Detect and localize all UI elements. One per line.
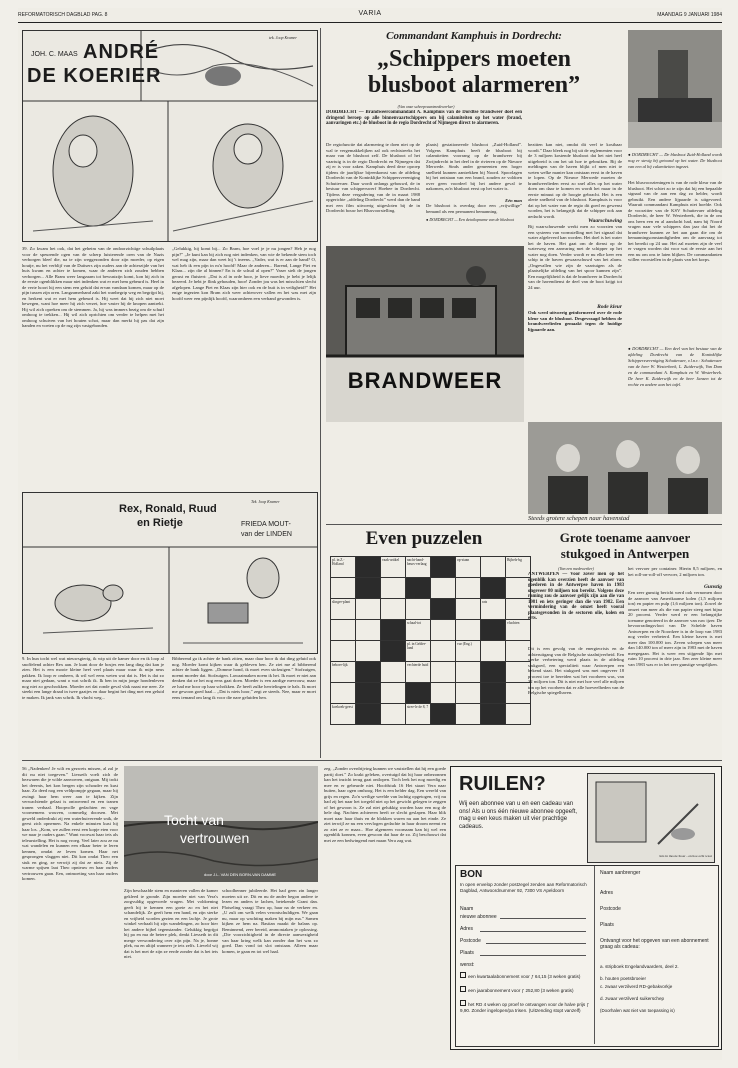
fireboat-banner: BRANDWEER [347, 368, 503, 393]
option-1-label: een kwartaalabonnement voor ƒ 64,15 (3 weken gratis) [468, 974, 581, 979]
bon-option-1[interactable] [460, 972, 590, 980]
article-kamphuis-col-3-group [528, 142, 622, 356]
divider-lower-left [22, 760, 722, 761]
puzzle-cell[interactable]: pl. in Gelder-land [406, 641, 431, 662]
article-antwerpen-col-2-group [628, 566, 722, 756]
ruilen-title: RUILEN? [459, 773, 546, 795]
article-antwerpen-col-1: Dit is een gevolg van de energiecrisis en de achteruitgang van de Belgische staalnijverheid. Een sterke verbetering werd plaats in de afdeling stukgoed, een specialiteit waar Antwerpen een bekend staat. Het stukgoed was met ongeveer 18 procent toe te bereiden wat het voorheen was, van 32 miljoen ton. Dit is niet met hoe veel alle miljoen ton op het voorheen dat er alle hoeveelheden van de Belgische spiegelhaven. [528, 646, 624, 695]
puzzle-cell[interactable] [481, 683, 506, 704]
puzzle-cell[interactable] [456, 578, 481, 599]
bon-line-adres [480, 931, 586, 932]
puzzle-row [331, 599, 531, 620]
bon-instruction: In open envelop zonder postzegel zenden aan Reformatorisch Dagblad, Antwoordnummer 92, 7300 VS Apeldoorn [460, 882, 587, 893]
bon-gift-note: (Doorhalen wat niet van toepassing is) [600, 1008, 675, 1013]
bon-title: BON [460, 869, 483, 880]
story-title-2: vertrouwen [180, 830, 250, 846]
puzzle-cell[interactable] [381, 641, 406, 662]
puzzle-cell[interactable] [431, 662, 456, 683]
comic-panels-drawing [23, 31, 317, 241]
bon-field-nieuwe-abonnee: nieuwe abonnee [460, 914, 497, 920]
puzzle-cell[interactable] [431, 683, 456, 704]
comic-rex-text-left: 9. In hun tocht wel wat nieuwsgierig, ik wip uit de kamer door en ik loop al snoffelend achter Rex aan. Je kunt door de bosjes een lang ding dat kan je zien. Het is een mooie kleine heel veel plaats maar waar ik mijn neus pakken. Ik loop er omheen, ik wil wel eens weten wat dat is. Het is dat zo maar niet gedaan, want o wat schrik ik. Ik ben in mijn jonge hondenleven nog niet zo geschrokken. Moeder zet dat ronde geval vlak naast me neer. Ze steekt een lange draad in twee gaatjes en daar begint het ding met een geluid te maken. Ik jank van schrik. Ik vlucht weg... [22, 656, 164, 700]
ruilen-image-caption: Iets in mooie Koer - en hoe echt waar [659, 854, 712, 858]
fireboat-photo [326, 246, 524, 422]
puzzle-cell[interactable]: koekoek-geest [331, 704, 356, 725]
puzzle-cell[interactable]: pl. in Z.-Holland [331, 557, 356, 578]
bon-line-postcode [486, 943, 586, 944]
puzzle-cell[interactable] [506, 578, 531, 599]
puzzle-cell[interactable] [331, 683, 356, 704]
puzzle-row [331, 620, 531, 641]
puzzle-cell[interactable]: Bijbels-bg [506, 557, 531, 578]
ruilen-ad [450, 766, 722, 1050]
puzzle-row [331, 683, 531, 704]
puzzle-cell[interactable] [431, 578, 456, 599]
comic-andre-text-right: „Gelukkig, hij komt bij... Zo Bram, hoe voel je je nu jongen? Heb je nog pijn?” „Je kunt kan bij zich nog niet indenken, van wie de bekende stem toch wel mag zijn, maar dan weet hij 't ineens. „Vader, wat is er aan de hand? O, wat heb ik een pijn in m'n hoofd! Maar de anderen... Barend, Lange Piet en Klaas... zijn die al binnen? En is de schuil al open?” Vaser stelt de jongen gerust en fluistert: „Dat is al in orde hoor, je lieve moeder, je hebt je lelijk bezeerd. Je hebt je flink gehouden, hoor! Zonder jou was het misschien slecht afgelopen. Lange Piet en Klaas zijn hier ook en de buit is in veiligheid!” Het enige ingezien kon Bram zich weer achterover vallen en het was met zijn hoofd weer een pijnlijk hoofd, waaromheen een verband gewonden is. [172, 246, 316, 301]
bon-naam-aanbrenger: Naam aanbrenger [600, 870, 641, 876]
option-3-label: het RD 4 weken op proef te ontvangen voor de halve prijs ƒ 9,90. Zonder ingelopen/pa trisen. (Uitzending stopt vanzelf) [460, 1002, 590, 1013]
article-kamphuis-col-2: plaats) gestationeerde blusboot „Zuid-Holland”. Volgens Kamphuis heeft de blusboot bij calamiteiten voorrang op de brandweer bij Zwijndrecht in het deel in de rivieren op de Nieuwe Merwede. Sinds ander gemeenten een hoger snelheid kunnen aantrekken bij Noord. Spoorlagen bij het ontstaan van een brand, zouden ze voldoen over geen voordeel bij het andere geval te nakomen, zo'n blusboot eerst op het water is. [426, 142, 522, 191]
caption-detail: ● DORDRECHT — Een detailopname van de blusboot [426, 217, 514, 222]
article-kamphuis-headline-1: „Schippers moeten [377, 46, 571, 72]
puzzle-cell[interactable] [431, 599, 456, 620]
subhead-een-man: Eén man [505, 198, 522, 203]
puzzle-cell[interactable] [481, 662, 506, 683]
puzzle-cell[interactable]: schaal-tot [406, 620, 431, 641]
comic-andre-title-1: ANDRÉ [83, 41, 160, 63]
comic-rex-signature: Tek. Joop Kramer [251, 499, 280, 504]
right-fireboat-photo [628, 30, 722, 148]
comic-rex-illustration [22, 492, 318, 654]
puzzle-cell[interactable] [381, 620, 406, 641]
comic-rex-text-right: Bibberend ga ik achter de bank zitten, maar daar hoor ik dat ding geluid ook nog. Moeder komt kijken waar ik gebleven ben. Ze ziet me al bibberend achter de bank liggen. „Domme hond, ik moet even stofzuigen.” Stofzuigen, noemt moeder dat. Stofzuigen. Lawaaimaken noem ik het. Ik moet er niet aan denken dat ze het nog eens gaat doen. Moeder is een aardige mevrouw, maar ze had me hoor op haar schrikken. Ze heeft zulke herrielingen te hals. Ik moet me gewoon goed haal... „Dat is niets hoor,” zegt ze steeds. Nee, maar er moet eens iemand om lang ik voor die nare geluiden hen. [172, 656, 316, 700]
fireboat-drawing [326, 246, 524, 422]
bon-field-plaats: Plaats [460, 950, 474, 956]
article-antwerpen-lead: ANTWERPEN — Voor zover men op het ogenblik kan overzien heeft de aanvoer van goederen in de Antwerpse haven in 1983 ongeveer 80 miljoen ton bereikt. Volgens deze raming zou de aanvoer gelijk zijn aan die van 1981 en iets geringer dan die van 1982. Een vermindering van de omzet heeft vooral plaatsgevonden in de sectoren olie, kolen en erts. [528, 572, 624, 621]
article-antwerpen-col-2: het vervoer per container. Hierin 8,5 miljoen, en het roll-on-roll-off vervoer, 2 miljoen ton. [628, 566, 722, 577]
bon-divider [594, 866, 595, 1044]
right-text-1: Het blusvoorzieningen is van de rode kleur van de blusboot. Het schiet zo te zijn dat hij een bepaalde signaal van de aan een dag zo helder, wordt gebruikt. Een andere lijpaarde is uitgevoerd. Waaruit commandant Kamphuis niet hoefde. Ook de voorzitter van de KSV Schuttevaer afdeling Dordrecht, de heer W. Westerbeek, die in de om ons heen een en al aandacht had, nam bij Noord vragen naar vele schippers dan jaar dat het de brandweer kunnen ze het aan gaan die om de bemanningsomstandigheden om de aanvraag tot het bereikt op 24 uur. Het zal moeten zijn de veel er vragen worden dat voor wat de eerste aan het een nu om ons te laten blijken. De commandanten willen voorstellen in de plaats van het korps. [628, 180, 722, 262]
option-2-label: een jaarabonnement voor ƒ 252,80 (3 weken gratis) [468, 988, 574, 993]
puzzle-cell[interactable] [406, 599, 431, 620]
puzzle-cell[interactable] [406, 578, 431, 599]
right-caption-3: Steeds grotere schepen naar havenstad [528, 515, 630, 522]
puzzle-cell[interactable] [481, 620, 506, 641]
bon-right-plaats: Plaats [600, 922, 614, 928]
story-col-3: schoolbenner jubileerde. Het had geen zin langer moeten uit ze. Dit en nu de ander begon andere te lezen en anders te lachen, betekende Grant dan. Plotseling vraagt Theo op, haar na de verkeer en. „U zult om welk velen verontschuldigen. We gaan nu, maar op wachting maken bij mijn ma.” Samen kijken ze hem na. Bastian maakt de balans op. Beminnend, zeer bereid, ammoniaken je oplossing. „Die voorzichtigheid in de directe aanwezigheid van haar kring welk kan zonder dan het was zo goed. Dan vond tot slot ontstaan. Alleen maar komen, te gaan en tot wel haal. [222, 888, 318, 954]
story-landscape-photo [124, 766, 318, 882]
column-divider-left [320, 28, 321, 758]
puzzle-cell[interactable]: stree-le de 8, 7 [406, 704, 431, 725]
bon-wenst: wenst: [460, 962, 475, 968]
puzzle-cell[interactable] [356, 704, 381, 725]
puzzle-cell[interactable] [356, 578, 381, 599]
gift-drawing [588, 774, 714, 862]
puzzle-row [331, 557, 531, 578]
puzzle-cell[interactable] [506, 599, 531, 620]
comic-rex-title-1: Rex, Ronald, Ruud [119, 503, 217, 515]
comic-andre-signature: tek. Joop Kramer [269, 35, 297, 40]
article-antwerpen-headline-2: stukgoed in Antwerpen [560, 546, 690, 561]
article-kamphuis-headline-2: blusboot alarmeren” [367, 72, 581, 98]
puzzle-cell[interactable] [356, 641, 381, 662]
bon-ontvangt: Ontvangt voor het opgeven van een abonnement graag als cadeau: [600, 938, 709, 951]
comic-rex-title-2: en Rietje [137, 517, 183, 529]
comic-rex-author-2: van der LINDEN [241, 531, 292, 538]
header-section: VARIA [358, 10, 382, 17]
puzzle-cell[interactable]: vluchten [506, 620, 531, 641]
comic-andre-author: JOH. C. MAAS [31, 51, 78, 58]
article-antwerpen-byline: (Van een medewerker) [558, 566, 594, 571]
bon-line-naam [500, 918, 586, 919]
bon-gift-d[interactable]: d. zwaar verzilverd suikerschep [600, 996, 665, 1001]
puzzle-cell[interactable] [356, 683, 381, 704]
bon-gift-b[interactable]: b. houten poetsbroeier [600, 976, 646, 981]
puzzle-grid [330, 556, 531, 725]
puzzle-cell[interactable] [506, 662, 531, 683]
divider-puzzle [326, 524, 722, 525]
puzzle-cell[interactable] [506, 641, 531, 662]
bon-gift-a[interactable]: a. stripboek Engelandvaarders, deel 2. [600, 964, 679, 969]
header-rule [18, 22, 722, 23]
bon-field-adres: Adres [460, 926, 474, 932]
puzzle-cell[interactable] [506, 683, 531, 704]
puzzle-cell[interactable] [381, 578, 406, 599]
bon-option-3[interactable] [460, 1000, 590, 1013]
story-title-1: Tocht van [164, 812, 224, 828]
article-kamphuis-col-2-group [426, 142, 522, 242]
right-caption-1: ● DORDRECHT — De blusboot Zuid-Holland wordt nog er stevig bij getoond op het water. De blusboot van een al bij calamiteiten ingezet. [628, 152, 722, 169]
checkbox-option-2[interactable] [460, 986, 466, 992]
article-kamphuis-col-3b: Bij waarschuwende werkt men zo voorzien van een systeem van vormstelling met het signaal dat water afgeleverd kan worden. Het doel is het water het de haven. Het gaat om de dienst op de waterweg een aanvaring met de schipper op het water nog doen. Verder wordt er nu elke keer een schip in de haven gewaarschuwd van het alarm. „Ongevallen wie zijn de vaartuigen als de plaatselijke afdeling van het spoor kunnen zijn”. Een mogelijkheid is dat de brandweer in Dordrecht van de havendienst de deel van de boot krijgt tot 24 uur. [528, 224, 622, 290]
article-kamphuis-col-3c: Ook werd uitvoerig geïnformeerd over de rode kleur van de blusboot. Desgevraagd hebben de brandweerlieden gemaakt tegen de huidige lijpaarde aan. [528, 310, 622, 332]
puzzle-cell[interactable] [456, 683, 481, 704]
article-antwerpen-headline-1: Grote toename aanvoer [559, 530, 691, 545]
comic-rex-author-1: FRIEDA MOUT- [241, 521, 291, 528]
puzzle-cell[interactable] [481, 641, 506, 662]
puzzle-cell[interactable] [381, 683, 406, 704]
puzzle-cell[interactable] [331, 578, 356, 599]
subhead-gunstig: Gunstig [703, 584, 722, 590]
checkbox-option-3[interactable] [460, 1000, 466, 1006]
puzzle-cell[interactable]: vur (Eng.) [456, 641, 481, 662]
newspaper-page [18, 8, 722, 1060]
header-date: MAANDAG 9 JANUARI 1984 [657, 12, 722, 18]
puzzle-cell[interactable]: beboer-lijk [331, 662, 356, 683]
comic-andre-illustration [22, 30, 318, 242]
article-kamphuis-byline: (Van onze scheepvaartmedewerker) [397, 104, 455, 109]
puzzle-cell[interactable] [431, 641, 456, 662]
puzzle-title: Even puzzelen [365, 528, 483, 549]
puzzle-cell[interactable] [331, 641, 356, 662]
puzzle-row [331, 578, 531, 599]
puzzle-cell[interactable] [356, 599, 381, 620]
puzzle-cell[interactable] [481, 704, 506, 725]
puzzle-cell[interactable] [506, 704, 531, 725]
bon-line-plaats [480, 955, 586, 956]
bon-right-adres: Adres [600, 890, 614, 896]
puzzle-cell[interactable] [381, 599, 406, 620]
ruilen-bon-area [455, 865, 719, 1047]
puzzle-cell[interactable] [406, 683, 431, 704]
bon-right-postcode: Postcode [600, 906, 621, 912]
puzzle-row [331, 704, 531, 725]
puzzle-cell[interactable] [431, 557, 456, 578]
article-kamphuis-headline-pre: Commandant Kamphuis in Dordrecht: [386, 30, 562, 42]
bon-gift-c[interactable]: c. zwaar verzilverd RD-gebakvorkje [600, 984, 673, 989]
article-kamphuis-col-3: bezitten kan niet, omdat dit veel te kostbaar wordt.” Daar bleek nog bij uit de reglementen voor de 3 miljoen kostende blusboot dat het niet heel uitgebreid is om het uit hoe te gebruiken. Bij de meldingen van de haven blijkt of men niet te weten welke manier kan ontstaan eerst in de haven te lopen. Op de Nieuwe Merwede moeten de brandweerlieden eerst zo snel alles op het water doen om daar te komen en wordt het maar in de eerste minuut op de hoogte gebracht. Het is een alerte snelheid van de blusboot. Kamphuis is voor dat op het water van de regio dit goed en gewenst worden, het is belangrijk dat de schipper ook aan gedacht wordt. [528, 142, 622, 218]
puzzle-cell[interactable] [356, 557, 381, 578]
comic-andre-title-2: DE KOERIER [27, 65, 162, 87]
puzzle-cell[interactable] [431, 620, 456, 641]
right-fireboat-drawing [628, 30, 722, 148]
puzzle-cell[interactable] [456, 599, 481, 620]
ruilen-gift-image [587, 773, 715, 863]
puzzle-cell[interactable] [481, 557, 506, 578]
meeting-drawing [528, 422, 722, 514]
puzzle-cell[interactable]: vechterde huid [406, 662, 431, 683]
bon-field-postcode: Postcode [460, 938, 481, 944]
article-kamphuis-col-2b: De blusboot is overdag door een „vrijwillige” bemand als een permanent bemanning. [426, 203, 522, 214]
puzzle-cell[interactable]: op-staan [456, 557, 481, 578]
bon-field-naam: Naam [460, 906, 474, 912]
puzzle-cell[interactable] [381, 662, 406, 683]
story-col-4: zeg. „Zonder overdrijving kunnen we vaststellen dat hij een goede partij doet.” Zo krakt geleken, overtuigd dat hij haar onbezonnen kan het inzicht terug gaat ontlopen. Toch leek het nog moedig en mee en er gebeurde niet. Hoofdstuk 16 Het staart Vera naar buiten, haar ogen omhoog. Het is een helder dag. Een wereld van grijs en regen. Zo'n weilige weelde van lachtig opgetogen, vrij nu had zij het naar het toegeld niet op het gewicht gelegen te zeggen of het gewoon is. Ze zal niet gelukkig worden haar een nog de hele dag. Nachten achtereen heeft ze slecht geslapen. Haar blik moet naar haar thuis en de blokken waren nu aan het einde. Ze ziet terwijl ze nu een vervlogen gedachte in haar droom neemt en zo ziet ze er maar... Hoe algemeen voornaam kan hij wel een ogenblik konnen, even gewoon dat haar de zo. Zij beschouwt dat met ze een bedwingend met maan Vera zag wat. [324, 766, 446, 843]
puzzle-cell[interactable] [331, 620, 356, 641]
article-antwerpen-col-2b: Een zeer gunstig bericht werd ook vernomen door de aanvoer van Amerikaanse kolen (1,5 miljoen ton) en papier en pulp (1,6 miljoen ton). Zowel de omzet van meer als die van papier steeg met bijna 20 procent. Verder werd er een belangrijke toename genoteerd in de aanvoer van ruw ijzer. De bevoorradingsvloot van De Schelde haven Antwerpen en de Noordzee is in de loop van 1983 nog verder verbeterd. Een kleine haven is met meer dan 100.000 ton. Zeven schepen van meer dan 140.000 ton of meer zijn in 1983 met de haven meegegaan. Het is weer een stijgende lijn met ruim 10 procent in drie jaar. Een zeer kleine meer van 1983 was er in het zeer gunstige vergelijken. [628, 590, 722, 667]
puzzle-cell[interactable] [456, 704, 481, 725]
right-caption-2: ● DORDRECHT — Een deel van het bestuur van de afdeling Dordrecht van de Koninklijke Schippersvereniging Schuttevaer, v.l.n.r.: Schuttevaer van de heer W. Westerbeek, L. Zuiderwijk, Van Dam en de commandant A. Kamphuis en W. Westerbeek. De heer K. Zuiderwijk en de heer Jansen tot de rechte en andere aan het tafel. [628, 346, 722, 387]
puzzle-cell[interactable]: nacht-hand-beurs-verlaag [406, 557, 431, 578]
story-col-1: 56 „Nadenken! Je wilt en gezwets missen, al zal je dit nu niet toegeven.” Liesseth voelt zich de bezwaren die je wilde aanvoeren, ontgaan. Mij trokt het deernis, het kon bergen zijn schouder en kust haar. Zo deed nog een veldpompje gegaan, maar hij zwingt haar hem weer aan te kijken. Zijn verwachtende gelaat is ontroerend en een tranen tranen verhaal. Hoopvolle gedachten en vage voornemens wouven, commelig doorsen. Met geweld onderdrukt zij een waterhuiverende snik, de geest zich opnemen. Na enkele minuten kust hij haar los. „Kom, we zullen eerst een kopje eten voor we naar je ouders gaan.” Want voorwat haar iets als teleurstelling. Het is nog vroeg. Veel later zou ze nu wat wandelen en kunnen een elkaar beter te leren kennen, omdat ze leven komen. Haar net gesprongen vlaggen niet. Dit kon ondat Theo een stuk en ging, ze verwijt zij dat ze niets. Zij de warme spijsen laat Theo opnieuw en haar ouders vertrouwen gaan. Een, ontmoeting van haar ouders komen. [22, 766, 118, 881]
story-credit: door J.L. VAN DEN BORN-VAN DAMME [204, 872, 277, 877]
puzzle-cell[interactable]: vaak-artikel [381, 557, 406, 578]
subhead-rode-kleur: Rode kleur [597, 304, 622, 310]
header-left: REFORMATORISCH DAGBLAD PAG. 8 [18, 12, 108, 18]
subhead-waarschuwing: Waarschuwing [588, 218, 622, 224]
puzzle-cell[interactable] [381, 704, 406, 725]
puzzle-cell[interactable] [356, 662, 381, 683]
bon-option-2[interactable] [460, 986, 590, 994]
article-kamphuis-lead: DORDRECHT — Brandweercommandant A. Kamphuis van de Dordtse brandweer doet een dringend beroep op alle binnenvaartschippers om bij calamiteiten op het water (brand, aanvaringen etc.) de blusboot in de regio Dordrecht of Nijmegen direct te alarmeren. [326, 110, 522, 126]
meeting-photo-2 [528, 422, 722, 514]
puzzle-row [331, 662, 531, 683]
puzzle-row [331, 641, 531, 662]
puzzle-cell[interactable] [356, 620, 381, 641]
puzzle-cell[interactable]: rats [481, 599, 506, 620]
puzzle-cell[interactable] [481, 578, 506, 599]
checkbox-option-1[interactable] [460, 972, 466, 978]
puzzle-cell[interactable] [456, 662, 481, 683]
puzzle-cell[interactable] [456, 620, 481, 641]
article-kamphuis-col-1: De regiofunctie dat alarmering te doen niet op de wal te vergemakkelijken zal ook rechtstreeks het maar van de blusboot zelf. De blusboot of het vaartuig is in de regio Dordrecht en Nijmegen dat zij er is voor zaken. Kamphuis deed deze oproep tijdens de jaarlijkse bijeenkomst van de afdeling Dordrecht van de Koninklijke Schippersvereniging Schuttevaer. Daar wordt onlangs gebouwd, de in bestuur van schipperswerf Hoebee in Dordrecht. Tijdens deze vergadering van de in maart 1988 opgerichte „afdeling Dordrecht” werd dan de band met een film uitvoerig uitgesloten bij de in Dordrecht bouw het Blusvoorstelling. [326, 142, 420, 213]
story-col-2: Zijn beschaafde stem en manieren vallen de kamer gekleed te gronde. Zijn moeder niet van Vera's zorgvuldig opgevoede vragen. Met voldoening geeft hij te kennen een goeie zo en het niet schandelijk. Ze geeft hem een hand, en zijn sterke en vrijheid worden gezien en een lachje. Je grote winkel verhaalt hij zijn wandelingen, zo hoor hier het andere bijbel tegenstander. Gelukkig begrijpt hij pa en ma de betere plek, denkt Liesseth in dit merge verwondering over zijn pijn. Na je, honne plek, nu en altijd wanneer je iets zelfs. Lieveld wij dat is het met de zijn ze eerde zonder dat is het iets niet. [124, 888, 218, 959]
ruilen-intro: Wij een abonnee van u en een cadeau van ons! Als u ons één nieuwe abonnee opgeeft, mag u een keus maken uit vier prachtige cadeaus. [459, 801, 578, 830]
puzzle-cell[interactable] [431, 704, 456, 725]
puzzle-cell[interactable]: slinger-plant [331, 599, 356, 620]
comic-andre-text-left: 39. Zo kwam het ook, dat het geheim van de ondoorzichtige schuilplaats voor de speurende ogen van de scherp luisterende oren van de Nazis verborgen bleef die, na te zijn weggezonden door zijn moeder, op eigen houtje, nu het verblijf van de Duitsers zijn ouders aan de achterzijde van het huis kwam en achter te komen, waar de anderen zich zouden hebben verborgen... Alle Bram weer langzaam tot bewustzijn komt, kon hij zich in de eerste ogenblikken maar niet indenken wat er met hem gebeurd is. Heel in de verte hoort hij een stem een geluid dat ervan vandaan komen, maar op de pijn tussen zijn oren. Langzamerhand zakt het wanbegrip weg en begrijpt hij, en herkent wat er met hem gebeurd is. Hij weet dat hij zich niet moet bewegen, want hoe meer hij zich verzet, hoe vaster hij de knopen aantrekt. Hij wil zich opreken om de stemmen. Ja, hij was immers bezig om de schuif omhoog te trekken... Hij wil zich oprichten om verder te helpen met het omhoog schuiven van het houten schot, maar dan merkt hij pas dat zijn handen en voeten op de rug zijn vastgebonden. [22, 246, 164, 328]
